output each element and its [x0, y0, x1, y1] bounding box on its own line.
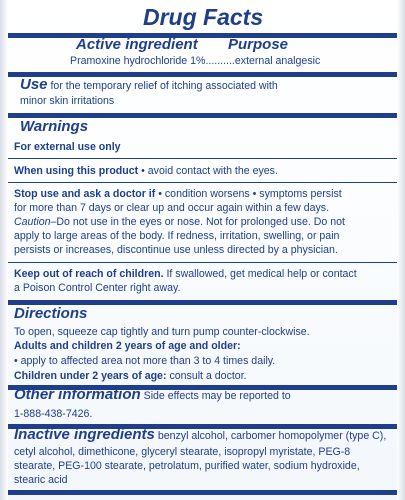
divider	[8, 158, 397, 159]
caution-text: –Do not use in the eyes or nose. Not for prolonged use. Do not	[50, 216, 345, 228]
stop-use-label: Stop use and ask a doctor if	[14, 188, 156, 200]
directions-line1: To open, squeeze cap tightly and turn pump counter-clockwise.	[14, 326, 310, 338]
use-section	[20, 78, 278, 93]
stop-use-row	[14, 188, 342, 201]
other-info-heading: Other information	[14, 386, 141, 403]
adults-label: Adults and children 2 years of age and older:	[14, 340, 241, 352]
stop-use-text: • condition worsens • symptoms persist	[158, 188, 342, 200]
keep-out-row	[14, 268, 357, 281]
when-using-row	[14, 165, 278, 178]
inactive-line4: stearic acid	[14, 474, 68, 486]
other-info-row	[14, 388, 291, 403]
keep-out-text: If swallowed, get medical help or contact	[163, 268, 357, 280]
inactive-line2: cetyl alcohol, dimethicone, glyceryl stearate, isopropyl myristate, PEG-8	[14, 446, 351, 458]
external-use-only: For external use only	[14, 141, 121, 153]
stop-use-line2: for more than 7 days or clear up and occur again within a few days.	[14, 202, 330, 214]
caution-line2: apply to large areas of the body. If redness, irritation, swelling, or pain	[14, 230, 340, 242]
caution-row	[14, 216, 345, 229]
inactive-heading: Inactive ingredients	[14, 426, 155, 443]
leader-dots: ..........	[205, 55, 235, 67]
ingredient-purpose: external analgesic	[234, 55, 321, 67]
use-heading: Use	[20, 76, 48, 93]
divider	[8, 182, 397, 183]
keep-out-line2: a Poison Control Center right away.	[14, 282, 181, 294]
caution-line3: persists or increases, discontinue use unless directed by a physician.	[14, 244, 338, 256]
warnings-heading: Warnings	[20, 118, 89, 135]
active-ingredient-heading: Active ingredient	[76, 36, 198, 53]
when-using-text: • avoid contact with the eyes.	[141, 165, 278, 177]
divider	[8, 262, 397, 263]
inactive-line3: stearate, PEG-100 stearate, petrolatum, purified water, sodium hydroxide,	[14, 460, 360, 472]
caution-label: Caution	[14, 216, 51, 228]
purpose-heading: Purpose	[228, 36, 289, 53]
ingredient-name: Pramoxine hydrochloride 1%	[70, 55, 206, 67]
inactive-text: benzyl alcohol, carbomer homopolymer (type C),	[157, 430, 387, 442]
when-using-label: When using this product	[14, 165, 139, 177]
directions-heading: Directions	[14, 305, 88, 322]
inactive-row	[14, 428, 386, 443]
bottle-edge-left	[0, 0, 8, 500]
divider	[8, 490, 397, 495]
divider	[8, 33, 397, 38]
bottle-edge-right	[397, 0, 405, 500]
under2-label: Children under 2 years of age:	[14, 370, 167, 382]
use-text: for the temporary relief of itching associated with	[50, 80, 278, 92]
adults-text: • apply to affected area not more than 3 to 4 times daily.	[14, 355, 276, 367]
keep-out-label: Keep out of reach of children.	[14, 268, 164, 280]
panel-title: Drug Facts	[143, 4, 264, 30]
under2-text: consult a doctor.	[169, 370, 247, 382]
ingredient-row	[70, 55, 320, 68]
use-text-line2: minor skin irritations	[20, 95, 115, 107]
other-info-text: Side effects may be reported to	[143, 390, 291, 402]
under2-row	[14, 370, 247, 383]
other-info-line2: 1-888-438-7426.	[14, 408, 93, 420]
divider	[8, 72, 397, 77]
